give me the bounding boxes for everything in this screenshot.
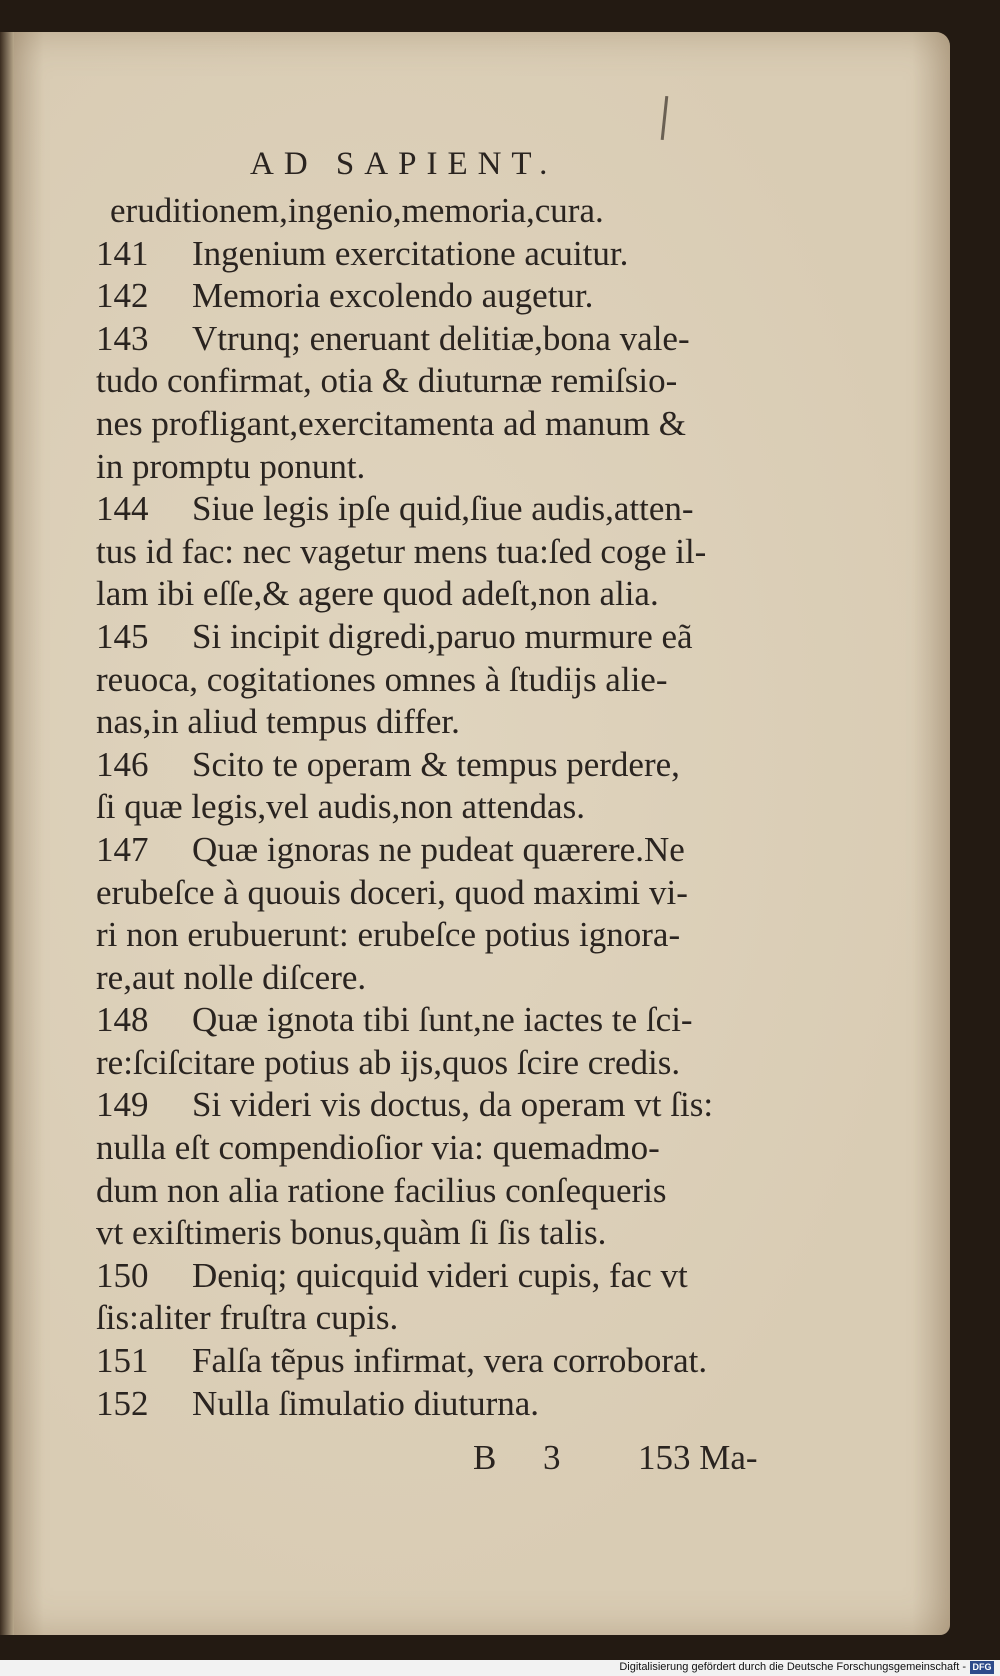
text-line: [96, 318, 826, 361]
entry-number: 152: [96, 1383, 149, 1423]
text-line: [96, 573, 826, 616]
text-line: [96, 531, 826, 574]
text-line: [96, 190, 826, 233]
text-line: [96, 488, 826, 531]
line-text: re:ſciſcitare potius ab ijs,quos ſcire credis.: [96, 1042, 681, 1082]
text-line: [96, 360, 826, 403]
text-line: [96, 233, 826, 276]
text-line: [96, 957, 826, 1000]
line-text: nulla eſt compendioſior via: quemadmo-: [96, 1128, 660, 1168]
footer-credit: Digitalisierung gefördert durch die Deutsche Forschungsgemeinschaft -: [619, 1661, 966, 1673]
page-foot: [0, 1438, 1000, 1488]
line-text: lam ibi eſſe,& agere quod adeſt,non alia.: [96, 574, 659, 614]
line-text: Si videri vis doctus, da operam vt ſis:: [192, 1085, 714, 1125]
entry-number: 143: [96, 318, 149, 358]
line-text: in promptu ponunt.: [96, 446, 366, 486]
line-text: nas,in aliud tempus differ.: [96, 702, 460, 742]
line-text: Memoria excolendo augetur.: [192, 276, 594, 316]
line-text: eruditionem,ingenio,memoria,cura.: [110, 191, 604, 230]
line-text: Nulla ſimulatio diuturna.: [192, 1383, 540, 1423]
text-line: [96, 446, 826, 489]
signature-number: 3: [543, 1438, 561, 1477]
line-text: ri non erubuerunt: erubeſce potius ignora-: [96, 915, 681, 955]
text-line: [96, 786, 826, 829]
line-text: erubeſce à quouis doceri, quod maximi vi-: [96, 872, 688, 912]
line-text: Scito te operam & tempus perdere,: [192, 744, 680, 784]
text-line: [96, 914, 826, 957]
entry-number: 147: [96, 829, 149, 869]
text-line: [96, 744, 826, 787]
signature-mark: B: [473, 1438, 497, 1477]
line-text: nes profligant,exercitamenta ad manum &: [96, 403, 686, 443]
text-line: [96, 1084, 826, 1127]
line-text: vt exiſtimeris bonus,quàm ſi ſis talis.: [96, 1213, 607, 1253]
entry-number: 141: [96, 233, 149, 273]
text-line: [96, 1127, 826, 1170]
text-line: [96, 1340, 826, 1383]
entry-number: 144: [96, 489, 149, 529]
text-line: [96, 275, 826, 318]
line-text: Ingenium exercitatione acuitur.: [192, 233, 629, 273]
page-gutter: [0, 32, 14, 1635]
line-text: Quæ ignota tibi ſunt,ne iactes te ſci-: [192, 1000, 693, 1040]
line-text: Si incipit digredi,paruo murmure eã: [192, 616, 693, 656]
page-text: [96, 190, 826, 1425]
line-text: Falſa tẽpus infirmat, vera corroborat.: [192, 1341, 708, 1381]
line-text: tudo confirmat, otia & diuturnæ remiſsio-: [96, 361, 678, 401]
entry-number: 146: [96, 744, 149, 784]
catchword: 153 Ma-: [638, 1438, 758, 1477]
line-text: tus id fac: nec vagetur mens tua:ſed coge il-: [96, 531, 707, 571]
text-line: [96, 1255, 826, 1298]
text-line: [96, 701, 826, 744]
text-line: [96, 1042, 826, 1085]
entry-number: 148: [96, 1000, 149, 1040]
entry-number: 150: [96, 1255, 149, 1295]
line-text: Quæ ignoras ne pudeat quærere.Ne: [192, 829, 685, 869]
line-text: Deniq; quicquid videri cupis, fac vt: [192, 1255, 688, 1295]
text-line: [96, 1383, 826, 1426]
text-line: [96, 872, 826, 915]
text-line: [96, 1212, 826, 1255]
line-text: ſi quæ legis,vel audis,non attendas.: [96, 787, 585, 827]
text-line: [96, 1297, 826, 1340]
text-line: [96, 1170, 826, 1213]
line-text: Vtrunq; eneruant delitiæ,bona vale-: [192, 318, 690, 358]
line-text: re,aut nolle diſcere.: [96, 957, 367, 997]
running-head: AD SAPIENT.: [250, 146, 558, 182]
text-line: [96, 616, 826, 659]
entry-number: 149: [96, 1085, 149, 1125]
line-text: ſis:aliter fruſtra cupis.: [96, 1298, 399, 1338]
entry-number: 145: [96, 616, 149, 656]
dfg-logo: DFG: [970, 1661, 994, 1674]
text-line: [96, 403, 826, 446]
entry-number: 151: [96, 1341, 149, 1381]
text-line: [96, 659, 826, 702]
text-line: [96, 999, 826, 1042]
line-text: reuoca, cogitationes omnes à ſtudijs alie-: [96, 659, 668, 699]
line-text: Siue legis ipſe quid,ſiue audis,atten-: [192, 489, 694, 529]
line-text: dum non alia ratione facilius conſequeris: [96, 1170, 667, 1210]
text-line: [96, 829, 826, 872]
entry-number: 142: [96, 276, 149, 316]
